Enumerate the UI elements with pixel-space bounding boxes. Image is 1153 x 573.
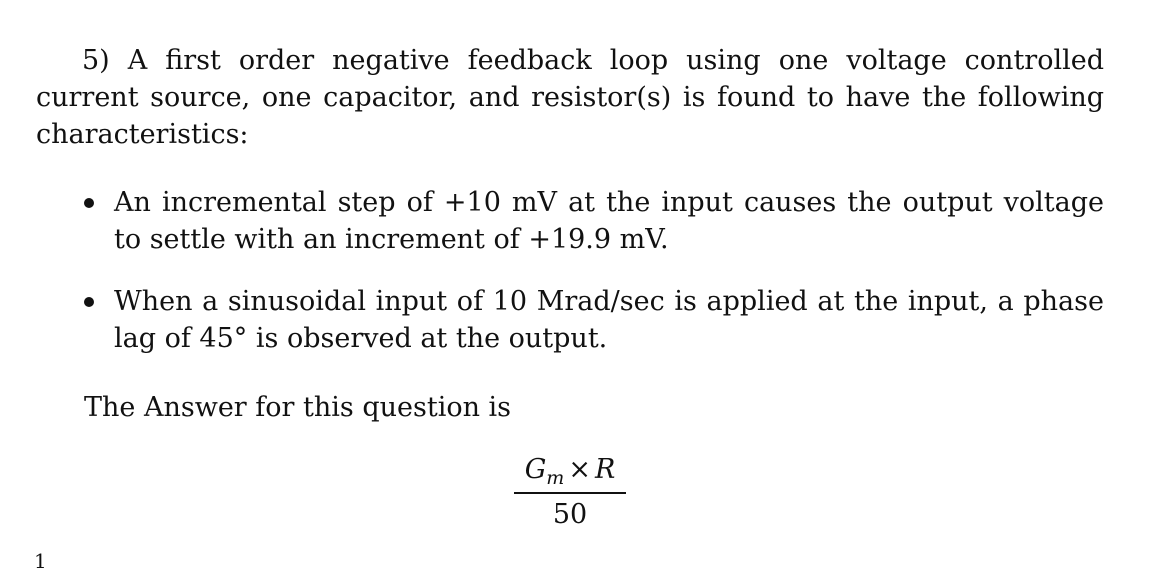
bullet-text: An incremental step of +10 mV at the input causes the output voltage to settle with an increment of +19.9 mV. bbox=[114, 187, 1104, 255]
characteristics-list bbox=[84, 184, 1104, 382]
fraction-denominator: 50 bbox=[552, 498, 588, 530]
bullet-icon bbox=[84, 198, 94, 208]
gm-symbol: G bbox=[524, 454, 547, 485]
fraction-bar bbox=[514, 492, 626, 494]
answer-lead: The Answer for this question is bbox=[84, 392, 512, 423]
fraction-numerator bbox=[514, 452, 626, 490]
gm-subscript: m bbox=[546, 467, 565, 489]
answer-fraction bbox=[514, 452, 626, 532]
bullet-text: When a sinusoidal input of 10 Mrad/sec is applied at the input, a phase lag of 45° is observed at the output. bbox=[114, 286, 1104, 354]
list-item bbox=[84, 283, 1104, 357]
page-number: 1 bbox=[34, 549, 47, 573]
times-operator: × bbox=[568, 454, 591, 485]
list-item bbox=[84, 184, 1104, 258]
problem-statement: 5) A first order negative feedback loop using one voltage controlled current source, one capacitor, and resistor(s) is found to have the following characteristics: bbox=[36, 45, 1104, 150]
r-symbol: R bbox=[594, 454, 616, 485]
bullet-icon bbox=[84, 297, 94, 307]
